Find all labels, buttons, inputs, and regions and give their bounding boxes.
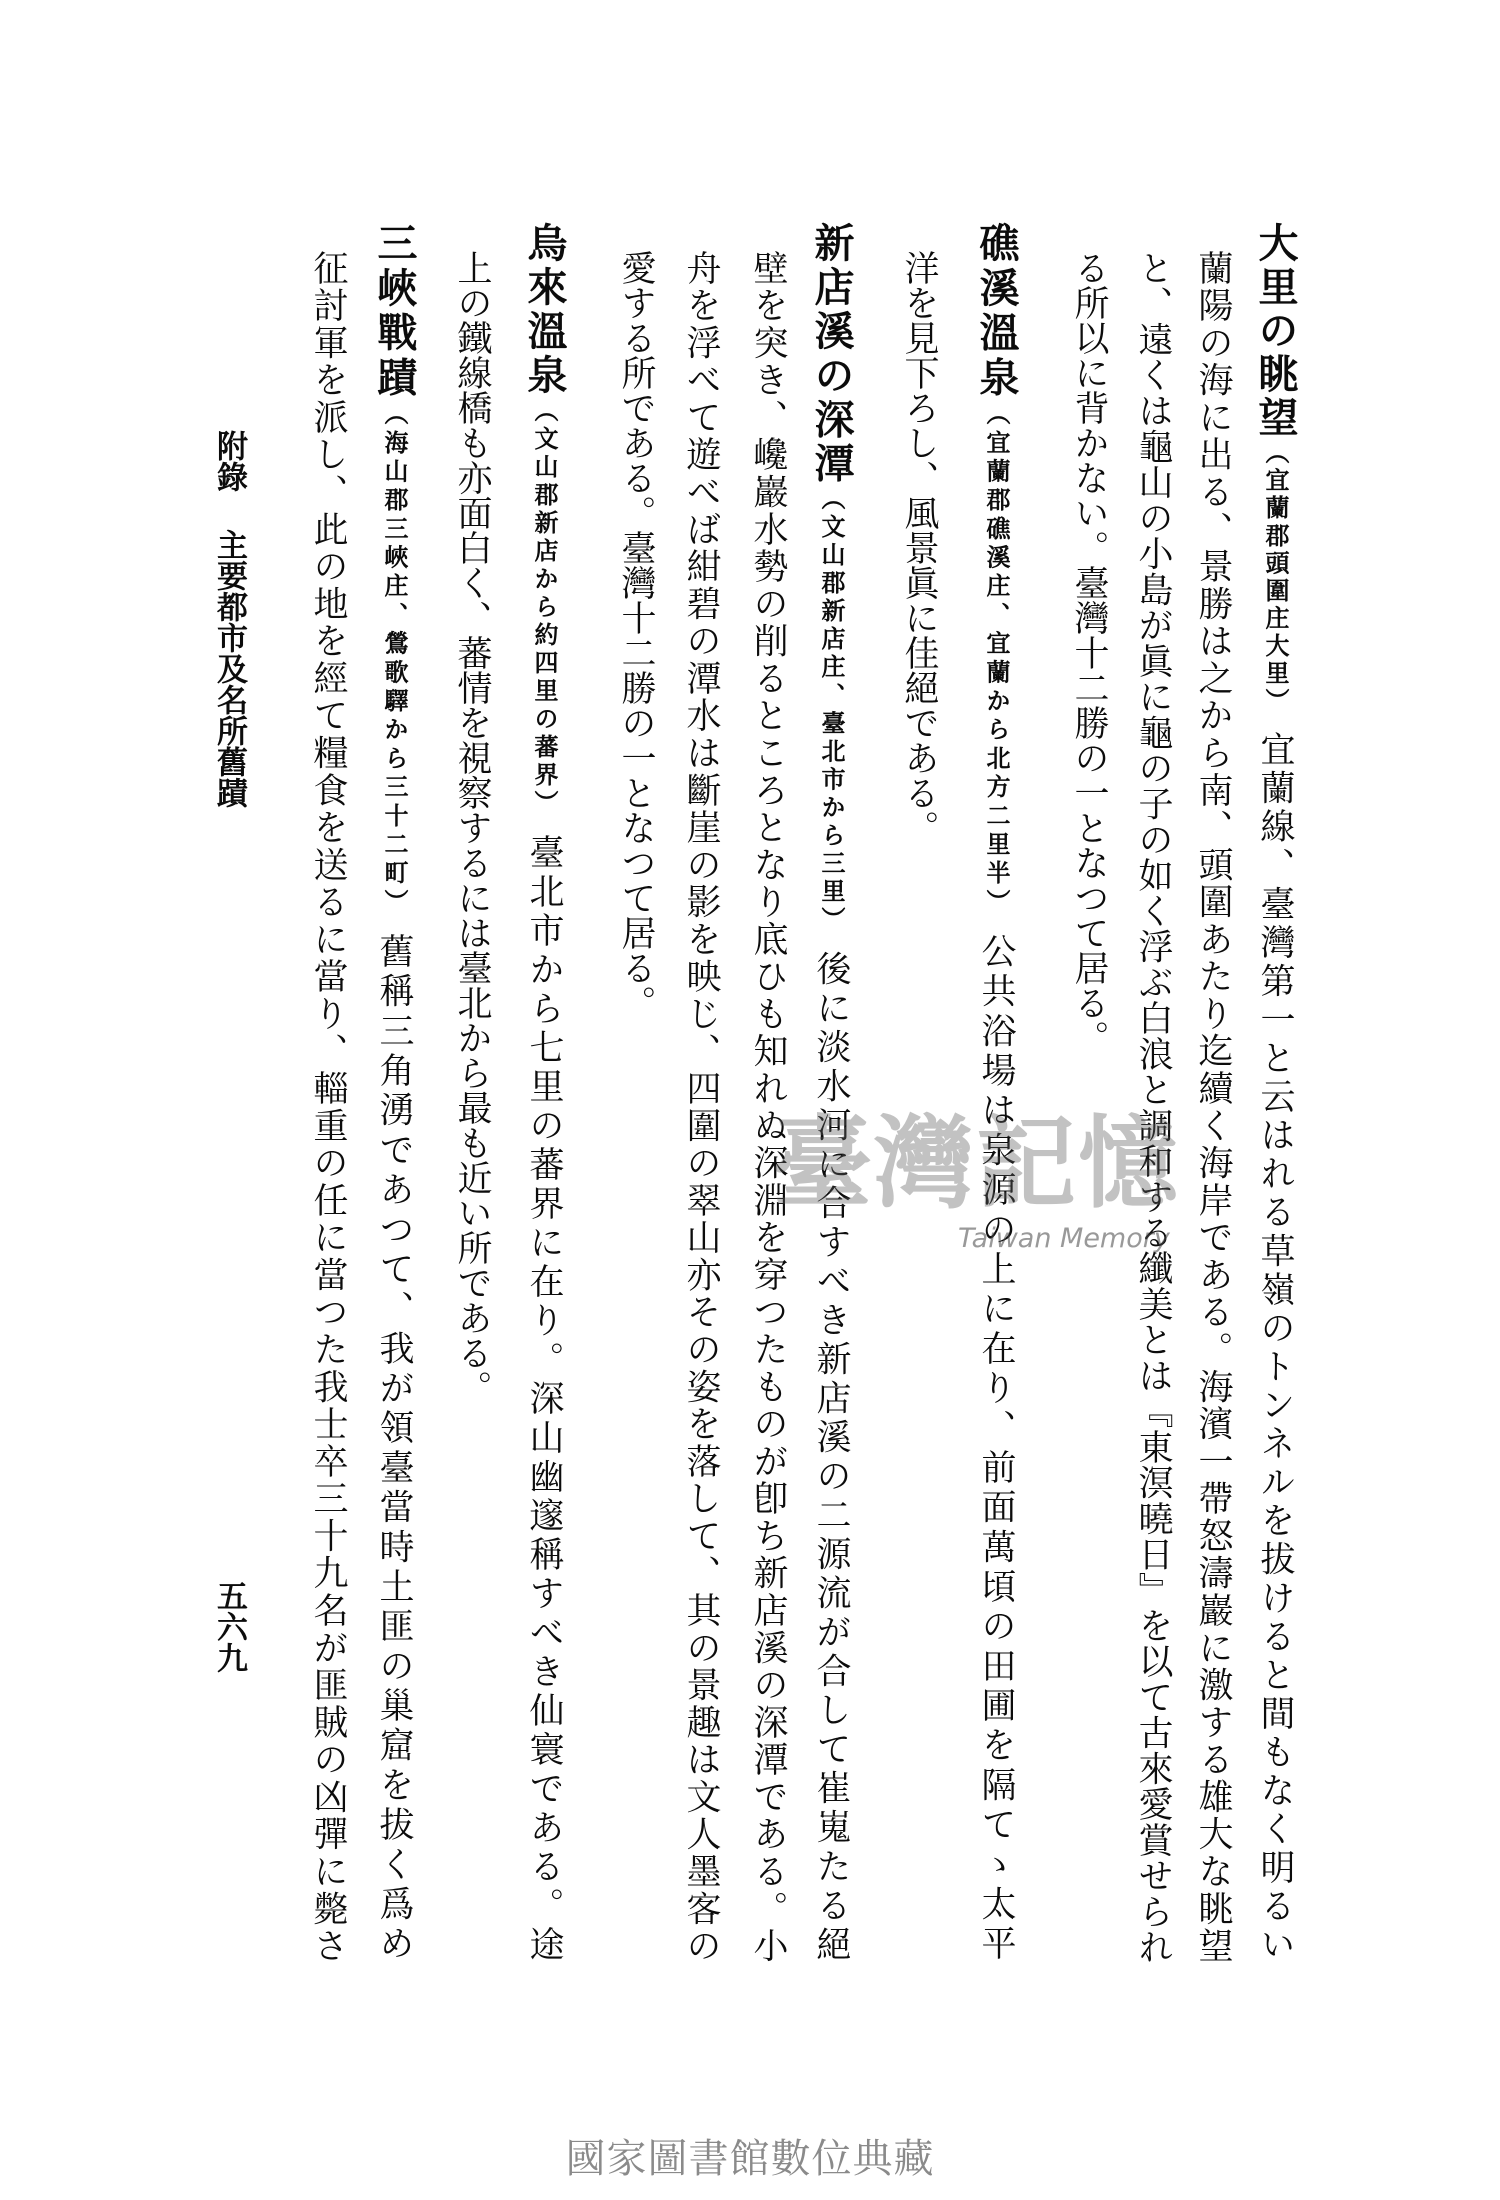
entry-heading: 大里の眺望 [1252, 222, 1298, 440]
text-column [893, 250, 945, 845]
text-column [518, 222, 570, 1965]
watermark-subtitle: Taiwan Memory [958, 1223, 1170, 1254]
text-column [742, 250, 794, 1965]
text-column [1249, 222, 1301, 1965]
entry-text-line: 蘭陽の海に出る、景勝は之から南、頭圍あたり迄續く海岸である。海濱一帶怒濤巖に激する雄大な眺望 [1193, 250, 1233, 1966]
text-column [970, 222, 1022, 1965]
text-column [1063, 250, 1115, 1055]
text-column [368, 222, 420, 1965]
entry-text-line: 舟を浮べて遊べば紺碧の潭水は斷崖の影を映じ、四圍の翠山亦その姿を落して、其の景趣は文人墨客の [681, 250, 721, 1966]
entry-text-line: 愛する所である。臺灣十二勝の一となつて居る。 [616, 250, 656, 1020]
text-column [675, 250, 727, 1965]
entry-text-line: と、遠くは龜山の小島が眞に龜の子の如く浮ぶ白浪と調和する纖美とは『東溟曉日』を以て古來愛賞せられ [1133, 250, 1173, 1965]
text-column [302, 250, 354, 1965]
entry-text-line: 上の鐵線橋も亦面白く、蕃情を視察するには臺北から最も近い所である。 [452, 250, 492, 1405]
entry-text-line: 壁を突き、巉巖水勢の削るところとなり底ひも知れぬ深淵を穿つたものが卽ち新店溪の深潭である。小 [748, 250, 788, 1966]
text-column [610, 250, 662, 1020]
entry-location-note: （宜蘭郡礁溪庄、宜蘭から北方二里半） [982, 400, 1010, 918]
text-column [1187, 250, 1239, 1965]
entry-heading: 礁溪溫泉 [973, 222, 1019, 401]
entry-text-line: る所以に背かない。臺灣十二勝の一となつて居る。 [1069, 250, 1109, 1055]
footer-credit: 國家圖書館數位典藏 [565, 2136, 935, 2182]
entry-location-note: （文山郡新店から約四里の蕃界） [530, 398, 558, 818]
entry-location-note: （宜蘭郡頭圍庄大里） [1261, 439, 1289, 716]
entry-text-line: 宜蘭線、臺灣第一と云はれる草嶺のトンネルを拔けると間もなく明るい [1255, 731, 1295, 1965]
entry-text-line: 舊稱三角湧であつて、我が領臺當時土匪の巢窟を拔く爲め [374, 933, 414, 1966]
text-column [805, 222, 857, 1965]
text-column [1127, 250, 1179, 1965]
entry-heading: 烏來溫泉 [521, 222, 567, 398]
entry-location-note: （海山郡三峽庄、鶯歌驛から三十二町） [380, 400, 408, 918]
entry-text-line: 征討軍を派し、此の地を經て糧食を送るに當り、輜重の任に當つた我士卒三十九名が匪賊の凶彈に斃さ [308, 250, 348, 1966]
entry-text-line: 公共浴場は泉源の上に在り、前面萬頃の田圃を隔てゝ太平 [976, 933, 1016, 1966]
entry-heading: 新店溪の深潭 [808, 222, 854, 487]
entry-text-line: 臺北市から七里の蕃界に在り。深山幽邃稱すべき仙寰である。途 [524, 834, 564, 1965]
entry-heading: 三峽戰蹟 [371, 222, 417, 401]
entry-text-line: 後に淡水河に合すべき新店溪の二源流が合して崔嵬たる絕 [811, 950, 851, 1966]
watermark-logo: 臺灣記憶 [772, 1104, 1180, 1222]
entry-location-note: （文山郡新店庄、臺北市から三里） [817, 486, 845, 935]
running-header-section: 附錄 [211, 430, 247, 492]
page-number: 五六九 [211, 1580, 247, 1673]
running-header-title: 主要都市及名所舊蹟 [211, 529, 247, 808]
text-column [446, 250, 498, 1405]
entry-text-line: 洋を見下ろし、風景眞に佳絕である。 [899, 250, 939, 845]
